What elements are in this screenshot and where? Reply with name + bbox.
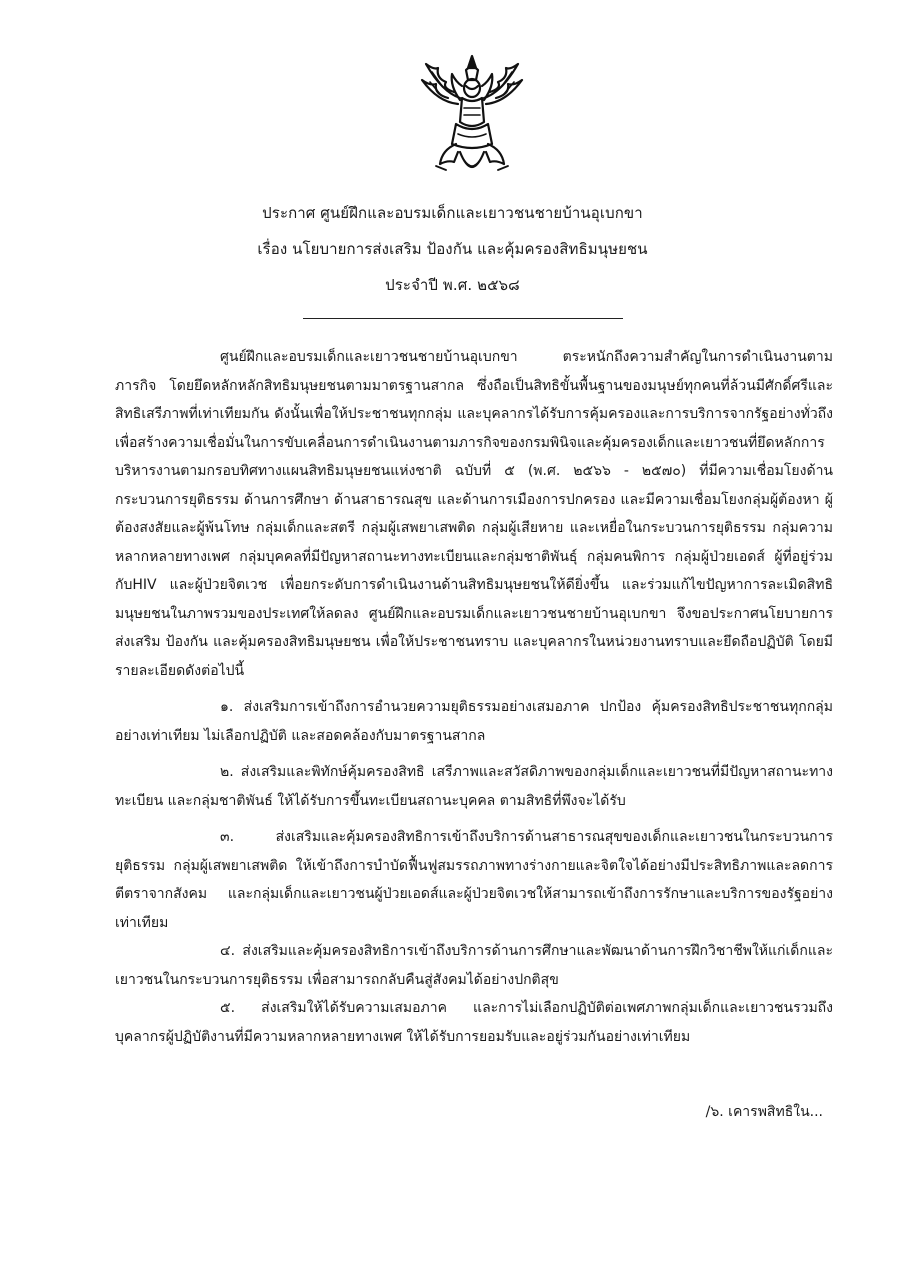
announcement-title: ประกาศ ศูนย์ฝึกและอบรมเด็กและเยาวชนชายบ้านอุเบกขา: [262, 204, 643, 222]
policy-item-4: ๔. ส่งเสริมและคุ้มครองสิทธิการเข้าถึงบริการด้านการศึกษาและพัฒนาด้านการฝึกวิชาชีพให้แก่เด็กและเยาวชนในกระบวนการยุติธรรม เพื่อสามารถกลับคืนสู่สังคมได้อย่างปกติสุข: [115, 943, 833, 988]
policy-item-1: ๑. ส่งเสริมการเข้าถึงการอำนวยความยุติธรรมอย่างเสมอภาค ปกป้อง คุ้มครองสิทธิประชาชนทุกกลุ่มอย่างเท่าเทียม ไม่เลือกปฏิบัติ และสอดคล้องกับมาตรฐานสากล: [115, 699, 833, 744]
announcement-subject: เรื่อง นโยบายการส่งเสริม ป้องกัน และคุ้มครองสิทธิมนุษยชน: [257, 240, 648, 258]
intro-paragraph: ศูนย์ฝึกและอบรมเด็กและเยาวชนชายบ้านอุเบกขา ตระหนักถึงความสำคัญในการดำเนินงานตามภารกิจ โดยยึดหลักหลักสิทธิมนุษยชนตามมาตรฐานสากล ซึ่งถือเป็นสิทธิขั้นพื้นฐานของมนุษย์ทุกคนที่ล้วนมีศักดิ์ศรีและสิทธิเสรีภาพที่เท่าเทียมกัน ดังนั้นเพื่อให้ประชาชนทุกกลุ่ม และบุคลากรได้รับการคุ้มครองและการบริการจากรัฐอย่างทั่วถึง เพื่อสร้างความเชื่อมั่นในการขับเคลื่อนการดำเนินงานตามภารกิจของกรมพินิจและคุ้มครองเด็กและเยาวชนที่ยึดหลักการบริหารงานตามกรอบทิศทางแผนสิทธิมนุษยชนแห่งชาติ ฉบับที่ ๕ (พ.ศ. ๒๕๖๖ - ๒๕๗๐) ที่มีความเชื่อมโยงด้านกระบวนการยุติธรรม ด้านการศึกษา ด้านสาธารณสุข และด้านการเมืองการปกครอง และมีความเชื่อมโยงกลุ่มผู้ต้องหา ผู้ต้องสงสัยและผู้พ้นโทษ กลุ่มเด็กและสตรี กลุ่มผู้เสพยาเสพติด กลุ่มผู้เสียหาย และเหยื่อในกระบวนการยุติธรรม กลุ่มความหลากหลายทางเพศ กลุ่มบุคคลที่มีปัญหาสถานะทางทะเบียนและกลุ่มชาติพันธุ์ กลุ่มคนพิการ กลุ่มผู้ป่วยเอดส์ ผู้ที่อยู่ร่วมกับHIV และผู้ป่วยจิตเวช เพื่อยกระดับการดำเนินงานด้านสิทธิมนุษยชนให้ดียิ่งขึ้น และร่วมแก้ไขปัญหาการละเมิดสิทธิมนุษยชนในภาพรวมของประเทศให้ลดลง ศูนย์ฝึกและอบรมเด็กและเยาวชนชายบ้านอุเบกขา จึงขอประกาศนโยบายการส่งเสริม ป้องกัน และคุ้มครองสิทธิมนุษยชน เพื่อให้ประชาชนทราบ และบุคลากรในหน่วยงานทราบและยึดถือปฏิบัติ โดยมีรายละเอียดดังต่อไปนี้: [115, 349, 833, 679]
policy-item-5: ๕. ส่งเสริมให้ได้รับความเสมอภาค และการไม่เลือกปฏิบัติต่อเพศภาพกลุ่มเด็กและเยาวชนรวมถึงบุคลากรผู้ปฏิบัติงานที่มีความหลากหลายทางเพศ ให้ได้รับการยอมรับและอยู่ร่วมกันอย่างเท่าเทียม: [115, 1000, 833, 1045]
title-divider: [303, 318, 623, 319]
announcement-year: ประจำปี พ.ศ. ๒๕๖๘: [385, 276, 520, 294]
document-body: [115, 343, 833, 1051]
garuda-emblem-icon: [412, 52, 532, 184]
policy-item-3: ๓. ส่งเสริมและคุ้มครองสิทธิการเข้าถึงบริการด้านสาธารณสุขของเด็กและเยาวชนในกระบวนการยุติธรรม กลุ่มผู้เสพยาเสพติด ให้เข้าถึงการบำบัดฟื้นฟูสมรรถภาพทางร่างกายและจิตใจได้อย่างมีประสิทธิภาพและลดการตีตราจากสังคม และกลุ่มเด็กและเยาวชนผู้ป่วยเอดส์และผู้ป่วยจิตเวชให้สามารถเข้าถึงการรักษาและบริการของรัฐอย่างเท่าเทียม: [115, 829, 833, 931]
policy-item-2: ๒. ส่งเสริมและพิทักษ์คุ้มครองสิทธิ เสรีภาพและสวัสดิภาพของกลุ่มเด็กและเยาวชนที่มีปัญหาสถานะทางทะเบียน และกลุ่มชาติพันธ์ ให้ได้รับการขึ้นทะเบียนสถานะบุคคล ตามสิทธิที่พึงจะได้รับ: [115, 764, 833, 809]
page-continuation: /๖. เคารพสิทธิใน...: [705, 1104, 823, 1120]
